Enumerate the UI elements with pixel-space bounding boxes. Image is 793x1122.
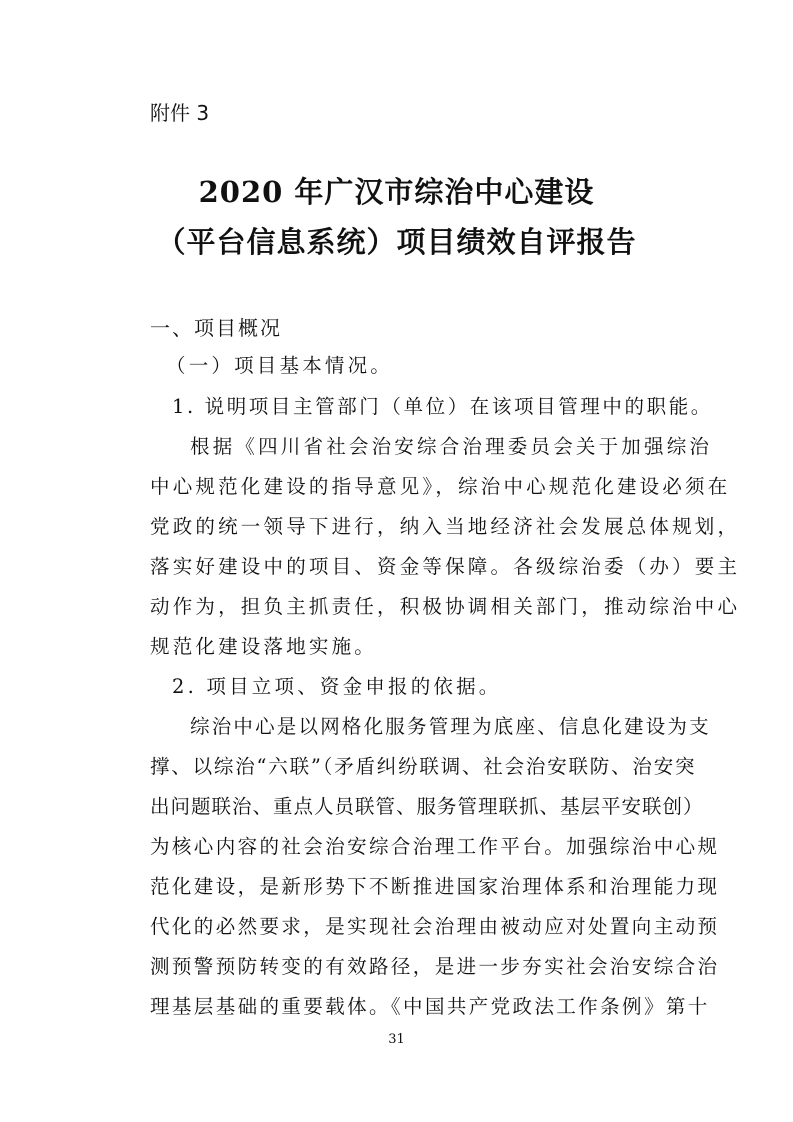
- paragraph-1-line: 落实好建设中的项目、资金等保障。各级综治委（办）要主: [150, 555, 741, 578]
- page-number: 31: [388, 1032, 405, 1047]
- subsection-heading: （一）项目基本情况。: [166, 354, 394, 377]
- paragraph-2-line: 综治中心是以网格化服务管理为底座、信息化建设为支: [190, 715, 711, 738]
- paragraph-1-line: 动作为，担负主抓责任，积极协调相关部门，推动综治中心: [150, 595, 741, 618]
- paragraph-1-line: 规范化建设落地实施。: [150, 635, 378, 658]
- section-heading: 一、项目概况: [150, 316, 282, 340]
- paragraph-2-line: 范化建设，是新形势下不断推进国家治理体系和治理能力现: [150, 875, 720, 898]
- report-title-line-1: 2020 年广汉市综治中心建设: [198, 175, 595, 209]
- report-title-line-2: （平台信息系统）项目绩效自评报告: [156, 225, 637, 259]
- paragraph-2-line: 出问题联治、重点人员联管、服务管理联抓、基层平安联创）: [150, 795, 704, 818]
- paragraph-2-line: 代化的必然要求，是实现社会治理由被动应对处置向主动预: [150, 915, 720, 938]
- paragraph-1-line: 中心规范化建设的指导意见》，综治中心规范化建设必须在: [150, 475, 731, 498]
- paragraph-2-line: 为核心内容的社会治安综合治理工作平台。加强综治中心规: [150, 835, 720, 858]
- paragraph-1-line: 党政的统一领导下进行，纳入当地经济社会发展总体规划，: [150, 515, 741, 538]
- paragraph-2-line: 测预警预防转变的有效路径，是进一步夯实社会治安综合治: [150, 955, 720, 978]
- paragraph-2-line: 理基层基础的重要载体。《中国共产党政法工作条例》第十: [150, 995, 710, 1018]
- item-2-heading: 2. 项目立项、资金申报的依据。: [172, 675, 502, 698]
- item-1-heading: 1. 说明项目主管部门（单位）在该项目管理中的职能。: [172, 395, 713, 418]
- paragraph-2-line: 撑、以综治“六联”（矛盾纠纷联调、社会治安联防、治安突: [150, 755, 697, 778]
- attachment-label: 附件 3: [150, 101, 210, 125]
- paragraph-1-line: 根据《四川省社会治安综合治理委员会关于加强综治: [190, 435, 713, 458]
